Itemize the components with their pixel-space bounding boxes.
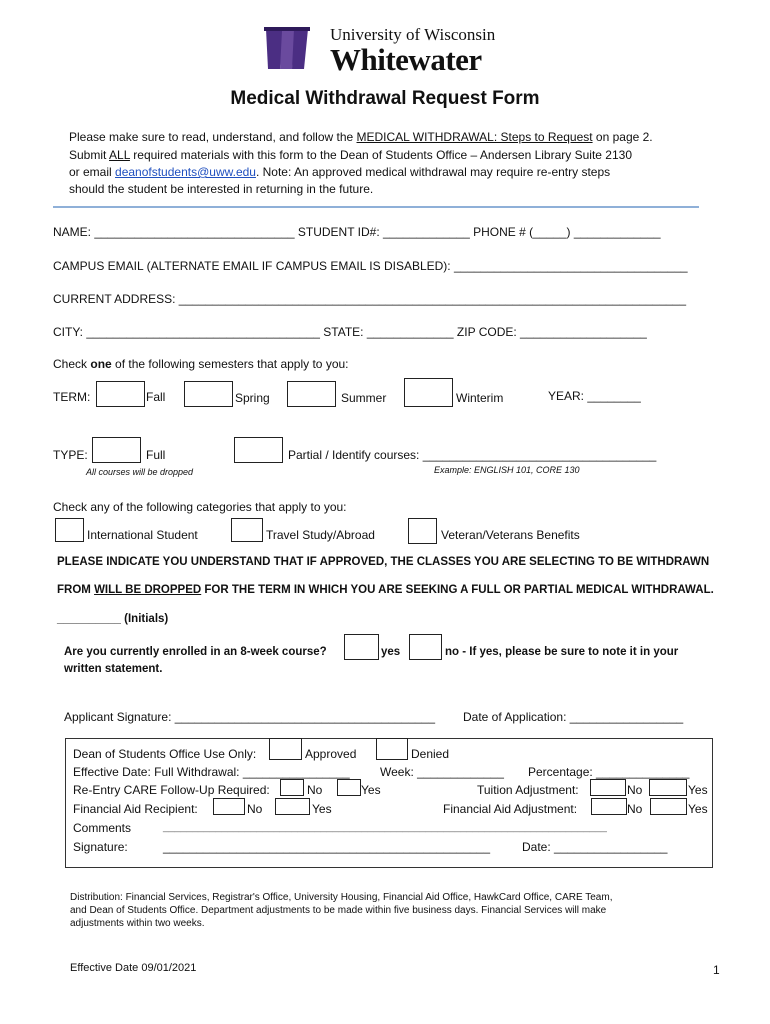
reentry-yes-label: Yes (361, 783, 381, 797)
international-label: International Student (87, 528, 198, 542)
partial-label[interactable]: Partial / Identify courses: ___________________________________ (288, 448, 657, 462)
spring-label: Spring (235, 391, 270, 405)
type-label: TYPE: (53, 448, 88, 462)
city-line[interactable]: CITY: ___________________________________ STATE: _____________ ZIP CODE: ___________________ (53, 325, 647, 339)
campus-name: Whitewater (330, 42, 482, 77)
application-date[interactable]: Date of Application: _________________ (463, 710, 684, 724)
fall-checkbox[interactable] (96, 381, 145, 407)
reentry-no-label: No (307, 783, 323, 797)
distribution-line-2: and Dean of Students Office. Department adjustments to be made within five business days. Financial Services will make (70, 905, 607, 916)
spring-checkbox[interactable] (184, 381, 233, 407)
fa-adjust-no-label: No (627, 802, 643, 816)
prompt-emphasis: one (90, 357, 112, 371)
comments-label: Comments (73, 821, 132, 835)
international-checkbox[interactable] (55, 518, 84, 542)
veteran-checkbox[interactable] (408, 518, 437, 544)
reentry-no-checkbox[interactable] (280, 779, 304, 796)
approved-label: Approved (305, 747, 357, 761)
intro-text: Submit (69, 148, 110, 162)
winterim-label: Winterim (456, 391, 504, 405)
initials-field[interactable]: __________ (Initials) (57, 613, 169, 625)
prompt-text: of the following semesters that apply to you: (111, 357, 349, 371)
intro-text: required materials with this form to the Dean of Students Office – Andersen Library Suite 2130 (129, 148, 632, 162)
intro-text: Please make sure to read, understand, and follow the (69, 130, 357, 144)
fa-recipient-yes-label: Yes (312, 802, 332, 816)
year-field[interactable]: YEAR: ________ (548, 389, 641, 403)
prompt-text: Check (53, 357, 91, 371)
fa-adjust-yes-label: Yes (688, 802, 708, 816)
university-name: University of Wisconsin (330, 25, 496, 44)
denied-checkbox[interactable] (376, 738, 408, 760)
applicant-signature[interactable]: Applicant Signature: _______________________________________ (64, 710, 436, 724)
fa-adjust-no-checkbox[interactable] (591, 798, 627, 815)
steps-link[interactable]: MEDICAL WITHDRAWAL: Steps to Request (356, 130, 593, 144)
eight-week-no-label: no - If yes, please be sure to note it in your (445, 646, 679, 658)
intro-line-3 (69, 165, 610, 179)
intro-text: or email (69, 165, 116, 179)
campus-email-line[interactable]: CAMPUS EMAIL (ALTERNATE EMAIL IF CAMPUS EMAIL IS DISABLED): ___________________________________ (53, 259, 688, 273)
fa-adjust-yes-checkbox[interactable] (650, 798, 687, 815)
tuition-no-checkbox[interactable] (590, 779, 626, 796)
eight-week-question: Are you currently enrolled in an 8-week course? (64, 646, 327, 658)
fa-adjustment-label: Financial Aid Adjustment: (443, 802, 578, 816)
page-number: 1 (713, 963, 720, 977)
eight-week-yes-checkbox[interactable] (344, 634, 379, 660)
intro-line-1 (69, 130, 653, 144)
tuition-adjustment-label: Tuition Adjustment: (477, 783, 579, 797)
tuition-yes-checkbox[interactable] (649, 779, 687, 796)
intro-text: . Note: An approved medical withdrawal may require re-entry steps (255, 165, 611, 179)
intro-line-2 (69, 148, 632, 162)
effective-date-field[interactable]: Effective Date: Full Withdrawal: ________________ (73, 765, 350, 779)
notice-text: FOR THE TERM IN WHICH YOU ARE SEEKING A FULL OR PARTIAL MEDICAL WITHDRAWAL. (201, 584, 714, 596)
tuition-no-label: No (627, 783, 643, 797)
eight-week-yes-label: yes (381, 646, 401, 658)
winterim-checkbox[interactable] (404, 378, 453, 407)
notice-emphasis: WILL BE DROPPED (94, 584, 202, 596)
reentry-label: Re-Entry CARE Follow-Up Required: (73, 783, 270, 797)
partial-note: Example: ENGLISH 101, CORE 130 (434, 465, 580, 475)
partial-checkbox[interactable] (234, 437, 283, 463)
categories-prompt: Check any of the following categories that apply to you: (53, 500, 347, 514)
uww-logo (262, 25, 312, 73)
email-link[interactable]: deanofstudents@uww.edu (115, 165, 256, 179)
intro-line-4: should the student be interested in returning in the future. (69, 182, 374, 196)
notice-line-1: PLEASE INDICATE YOU UNDERSTAND THAT IF APPROVED, THE CLASSES YOU ARE SELECTING TO BE WITHDRAWN (57, 556, 710, 568)
term-label: TERM: (53, 390, 91, 404)
office-date-field[interactable]: Date: _________________ (522, 840, 668, 854)
comments-line[interactable]: ____________________________________________________________________________ (163, 821, 607, 833)
approved-checkbox[interactable] (269, 738, 302, 760)
full-label: Full (146, 448, 166, 462)
percentage-field[interactable]: Percentage: ______________ (528, 765, 690, 779)
veteran-label: Veteran/Veterans Benefits (441, 528, 580, 542)
fa-recipient-yes-checkbox[interactable] (275, 798, 310, 815)
summer-checkbox[interactable] (287, 381, 336, 407)
effective-date-footer: Effective Date 09/01/2021 (70, 962, 197, 974)
semester-prompt (53, 357, 349, 371)
tuition-yes-label: Yes (688, 783, 708, 797)
intro-text: on page 2. (592, 130, 653, 144)
intro-emphasis: ALL (109, 148, 130, 162)
fall-label: Fall (146, 390, 166, 404)
office-signature-label: Signature: (73, 840, 128, 854)
fa-recipient-no-checkbox[interactable] (213, 798, 245, 815)
office-signature-line[interactable]: _________________________________________________ (163, 840, 491, 854)
office-use-label: Dean of Students Office Use Only: (73, 747, 257, 761)
name-field-line[interactable]: NAME: ______________________________ STUDENT ID#: _____________ PHONE # (_____) _____________ (53, 225, 661, 239)
denied-label: Denied (411, 747, 450, 761)
distribution-line-1: Distribution: Financial Services, Registrar's Office, University Housing, Financial Aid Office, HawkCard Office, CARE Team, (70, 892, 613, 903)
fa-recipient-label: Financial Aid Recipient: (73, 802, 198, 816)
full-note: All courses will be dropped (86, 467, 194, 477)
travel-label: Travel Study/Abroad (266, 528, 375, 542)
summer-label: Summer (341, 391, 387, 405)
travel-checkbox[interactable] (231, 518, 263, 542)
fa-recipient-no-label: No (247, 802, 263, 816)
eight-week-no-checkbox[interactable] (409, 634, 442, 660)
distribution-line-3: adjustments within two weeks. (70, 918, 205, 929)
reentry-yes-checkbox[interactable] (337, 779, 361, 796)
notice-text: FROM (57, 584, 95, 596)
week-field[interactable]: Week: _____________ (380, 765, 504, 779)
full-checkbox[interactable] (92, 437, 141, 463)
eight-week-note: written statement. (64, 663, 163, 675)
page-title: Medical Withdrawal Request Form (230, 88, 540, 109)
divider (53, 206, 699, 208)
notice-line-2 (57, 584, 714, 596)
address-line[interactable]: CURRENT ADDRESS: ____________________________________________________________________________ (53, 292, 687, 306)
